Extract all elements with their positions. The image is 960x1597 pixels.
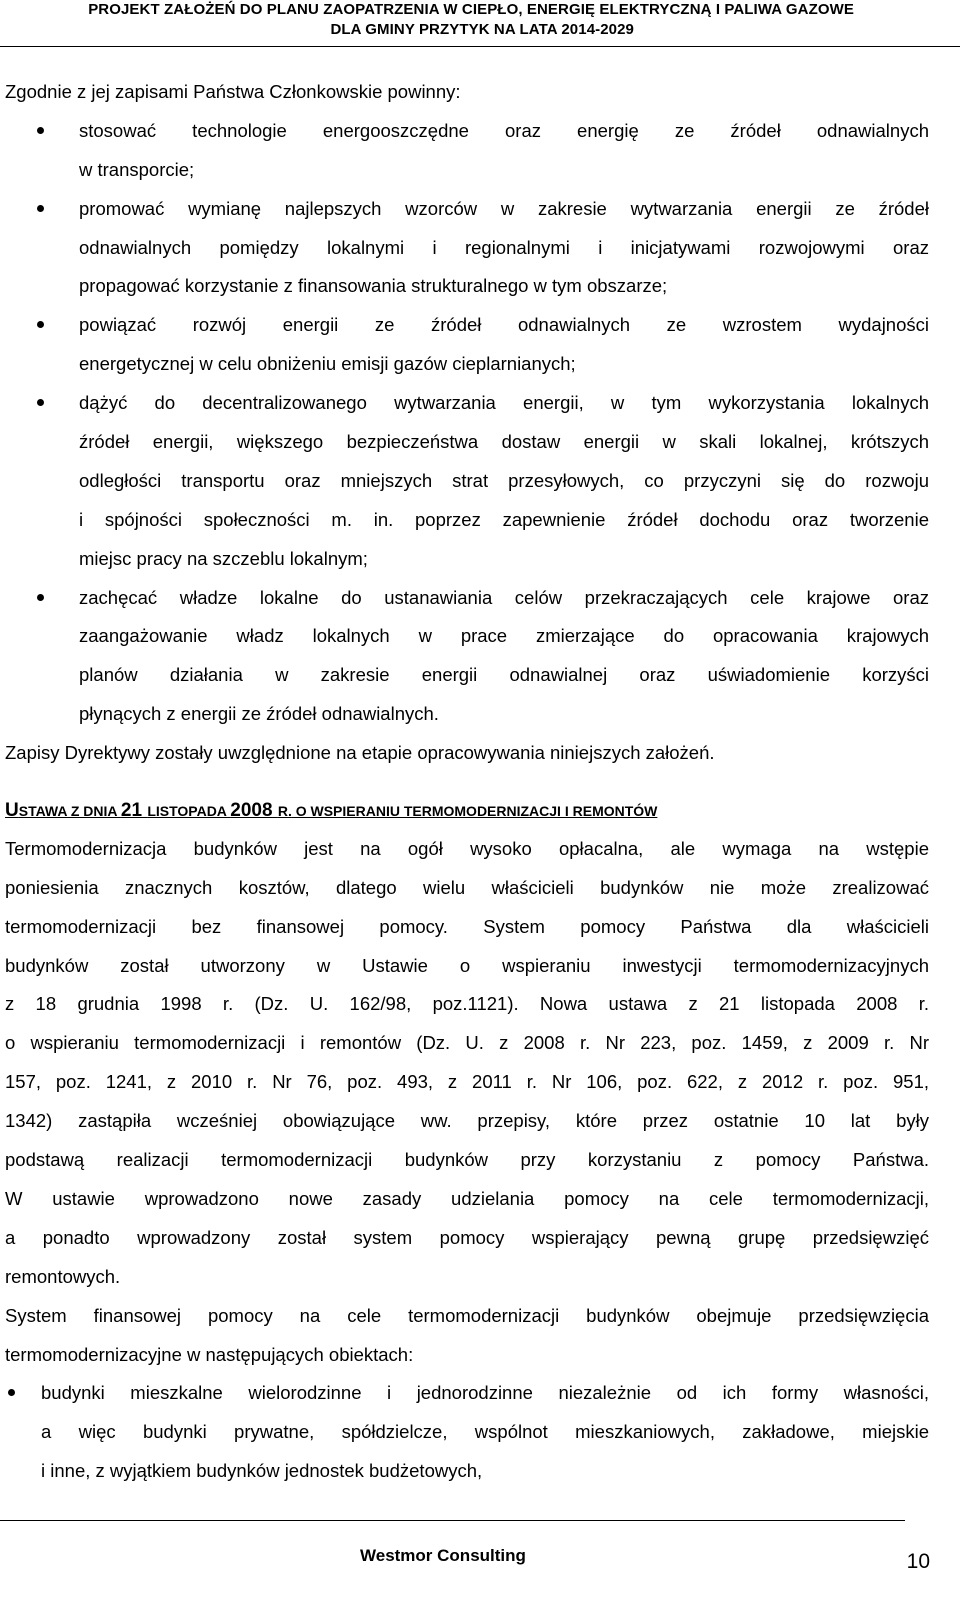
text-line: Termomodernizacja budynków jest na ogół wysoko opłacalna, ale wymaga na wstępie bbox=[5, 837, 929, 859]
bullet-icon bbox=[37, 127, 44, 134]
closing-text: Zapisy Dyrektywy zostały uwzględnione na etapie opracowywania niniejszych założeń. bbox=[5, 742, 715, 764]
text-line: podstawą realizacji termomodernizacji budynków przy korzystaniu z pomocy Państwa. bbox=[5, 1149, 929, 1171]
text-line: stosować technologie energooszczędne oraz energię ze źródeł odnawialnych bbox=[79, 119, 929, 141]
text-line: o wspieraniu termomodernizacji i remontów (Dz. U. z 2008 r. Nr 223, poz. 1459, z 2009 r. Nr bbox=[5, 1032, 929, 1054]
text-line: 157, poz. 1241, z 2010 r. Nr 76, poz. 493, z 2011 r. Nr 106, poz. 622, z 2012 r. poz. 951, bbox=[5, 1071, 929, 1093]
text-line: z 18 grudnia 1998 r. (Dz. U. 162/98, poz.1121). Nowa ustawa z 21 listopada 2008 r. bbox=[5, 993, 929, 1015]
header-title-line1: PROJEKT ZAŁOŻEŃ DO PLANU ZAOPATRZENIA W CIEPŁO, ENERGIĘ ELEKTRYCZNĄ I PALIWA GAZOWE bbox=[88, 1, 854, 18]
text-line: odnawialnych pomiędzy lokalnymi i regionalnymi i inicjatywami rozwojowymi oraz bbox=[79, 236, 929, 258]
text-line: w transporcie; bbox=[79, 158, 195, 180]
text-line: propagować korzystanie z finansowania strukturalnego w tym obszarze; bbox=[79, 275, 668, 297]
intro-text: Zgodnie z jej zapisami Państwa Członkowskie powinny: bbox=[5, 81, 461, 102]
text-line: System finansowej pomocy na cele termomodernizacji budynków obejmuje przedsięwzięcia bbox=[5, 1304, 929, 1326]
text-line: i inne, z wyjątkiem budynków jednostek budżetowych, bbox=[41, 1460, 483, 1482]
text-line: źródeł energii, większego bezpieczeństwa dostaw energii w skali lokalnej, krótszych bbox=[79, 431, 929, 453]
list-item bbox=[5, 579, 929, 735]
header-divider bbox=[0, 46, 960, 47]
text-line: planów działania w zakresie energii odnawialnej oraz uświadomienie korzyści bbox=[79, 664, 929, 686]
text-line: W ustawie wprowadzono nowe zasady udzielania pomocy na cele termomodernizacji, bbox=[5, 1187, 929, 1209]
list-item bbox=[5, 112, 929, 190]
section-heading: USTAWA Z DNIA 21 LISTOPADA 2008 R. O WSPIERANIU TERMOMODERNIZACJI I REMONTÓW bbox=[5, 800, 658, 822]
list-item bbox=[5, 1374, 929, 1491]
text-line: 1342) zastąpiła wcześniej obowiązujące ww. przepisy, które przez ostatnie 10 lat były bbox=[5, 1110, 929, 1132]
text-line: powiązać rozwój energii ze źródeł odnawialnych ze wzrostem wydajności bbox=[79, 314, 929, 336]
text-line: odległości transportu oraz mniejszych strat przesyłowych, co przyczyni się do rozwoju bbox=[79, 469, 929, 491]
list-item bbox=[5, 306, 929, 384]
footer-divider bbox=[0, 1520, 905, 1521]
page-header bbox=[0, 0, 960, 45]
text-line: i spójności społeczności m. in. poprzez zapewnienie źródeł dochodu oraz tworzenie bbox=[79, 508, 929, 530]
text-line: budynków został utworzony w Ustawie o wspieraniu inwestycji termomodernizacyjnych bbox=[5, 954, 929, 976]
text-line: poniesienia znacznych kosztów, dlatego wielu właścicieli budynków nie może zrealizować bbox=[5, 876, 929, 898]
text-line: a więc budynki prywatne, spółdzielcze, wspólnot mieszkaniowych, zakładowe, miejskie bbox=[41, 1421, 929, 1443]
text-line: termomodernizacyjne w następujących obiektach: bbox=[5, 1343, 414, 1365]
list-item bbox=[5, 384, 929, 578]
text-line: a ponadto wprowadzony został system pomocy wspierający pewną grupę przedsięwzięć bbox=[5, 1226, 929, 1248]
text-line: zaangażowanie władz lokalnych w prace zmierzające do opracowania krajowych bbox=[79, 625, 929, 647]
text-line: budynki mieszkalne wielorodzinne i jednorodzinne niezależnie od ich formy własności, bbox=[41, 1382, 929, 1404]
text-line: termomodernizacji bez finansowej pomocy. System pomocy Państwa dla właścicieli bbox=[5, 915, 929, 937]
paragraph bbox=[5, 830, 929, 1297]
text-line: dążyć do decentralizowanego wytwarzania energii, w tym wykorzystania lokalnych bbox=[79, 392, 929, 414]
text-line: remontowych. bbox=[5, 1265, 121, 1287]
text-line: płynących z energii ze źródeł odnawialnych. bbox=[79, 703, 439, 725]
bullet-icon bbox=[37, 205, 44, 212]
text-line: promować wymianę najlepszych wzorców w zakresie wytwarzania energii ze źródeł bbox=[79, 197, 929, 219]
text-line: energetycznej w celu obniżeniu emisji gazów cieplarnianych; bbox=[79, 353, 576, 375]
text-line: miejsc pracy na szczeblu lokalnym; bbox=[79, 547, 368, 569]
text-line: zachęcać władze lokalne do ustanawiania celów przekraczających cele krajowe oraz bbox=[79, 586, 929, 608]
footer-company: Westmor Consulting bbox=[360, 1546, 526, 1565]
header-title-line2: DLA GMINY PRZYTYK NA LATA 2014-2029 bbox=[330, 21, 634, 38]
paragraph bbox=[5, 1297, 929, 1375]
list-item bbox=[5, 190, 929, 307]
document-body bbox=[5, 73, 929, 1491]
page-number: 10 bbox=[906, 1550, 930, 1573]
bullet-icon bbox=[37, 594, 44, 601]
